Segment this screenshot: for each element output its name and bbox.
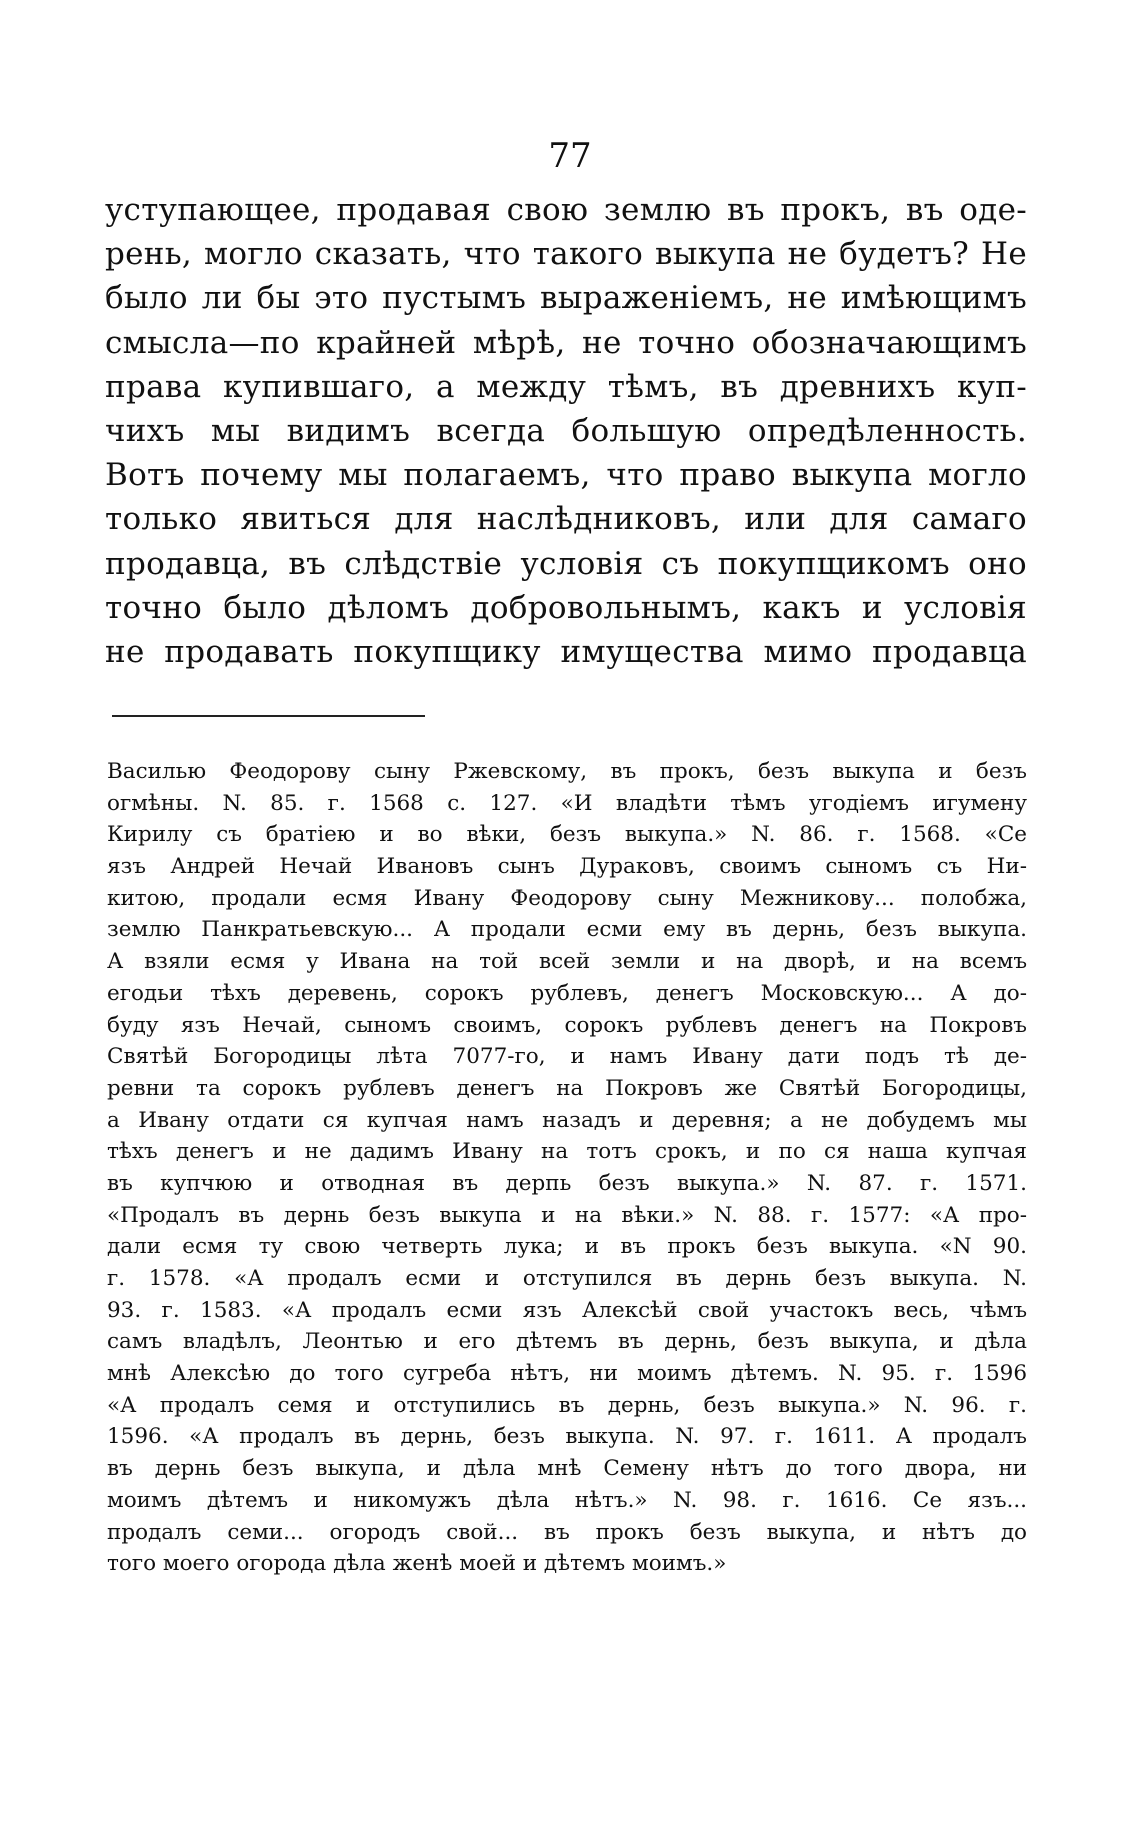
footnote-line: Кирилу съ братіею и во вѣки, безъ выкупа.» N. 86. г. 1568. «Се: [107, 822, 1027, 848]
main-body-text: [105, 188, 1027, 674]
body-line: только явиться для наслѣдниковъ, или для самаго: [105, 501, 1027, 538]
footnote-line: егодьи тѣхъ деревень, сорокъ рублевъ, денегъ Московскую... А до-: [107, 980, 1027, 1006]
body-line: смысла—по крайней мѣрѣ, не точно обозначающимъ: [105, 324, 1027, 361]
body-line: продавца, въ слѣдствіе условія съ покупщикомъ оно: [105, 545, 1027, 582]
footnote-line: буду язъ Нечай, сыномъ своимъ, сорокъ рублевъ денегъ на Покровъ: [107, 1012, 1027, 1038]
page-number: 77: [548, 136, 592, 176]
footnote-line: дали есмя ту свою четверть лука; и въ прокъ безъ выкупа. «N 90.: [107, 1234, 1027, 1260]
footnote-line: «А продалъ семя и отступились въ дернь, безъ выкупа.» N. 96. г.: [107, 1392, 1027, 1418]
footnote-line: г. 1578. «А продалъ есми и отступился въ дернь безъ выкупа. N.: [107, 1266, 1027, 1291]
body-line: Вотъ почему мы полагаемъ, что право выкупа могло: [105, 457, 1027, 494]
footnote-divider: [112, 715, 425, 717]
footnote-line: Василью Феодорову сыну Ржевскому, въ прокъ, безъ выкупа и безъ: [107, 759, 1027, 784]
body-line: рень, могло сказать, что такого выкупа не будетъ? Не: [105, 236, 1027, 273]
footnote-line: въ купчюю и отводная въ дерпь безъ выкупа.» N. 87. г. 1571.: [107, 1170, 1027, 1196]
footnote-line: тѣхъ денегъ и не дадимъ Ивану на тотъ срокъ, и по ся наша купчая: [107, 1139, 1027, 1165]
body-line: было ли бы это пустымъ выраженіемъ, не имѣющимъ: [105, 280, 1027, 317]
footnote-line: 1596. «А продалъ въ дернь, безъ выкупа. N. 97. г. 1611. А продалъ: [107, 1424, 1027, 1450]
footnote-line: а Ивану отдати ся купчая намъ назадъ и деревня; а не добудемъ мы: [107, 1107, 1027, 1133]
footnote-line: продалъ семи... огородъ свой... въ прокъ безъ выкупа, и нѣтъ до: [107, 1519, 1027, 1545]
footnote-line: мнѣ Алексѣю до того сугреба нѣтъ, ни моимъ дѣтемъ. N. 95. г. 1596: [107, 1361, 1027, 1387]
footnote-line: огмѣны. N. 85. г. 1568 с. 127. «И владѣти тѣмъ угодіемъ игумену: [107, 790, 1027, 816]
footnote-line: язъ Андрей Нечай Ивановъ сынъ Дураковъ, своимъ сыномъ съ Ни-: [107, 854, 1027, 880]
body-line: уступающее, продавая свою землю въ прокъ, въ оде-: [105, 192, 1027, 228]
footnote-line: того моего огорода дѣла женѣ моей и дѣтемъ моимъ.»: [107, 1551, 727, 1577]
body-line: права купившаго, а между тѣмъ, въ древнихъ куп-: [105, 368, 1027, 405]
footnote-line: 93. г. 1583. «А продалъ есми язъ Алексѣй свой участокъ весь, чѣмъ: [107, 1297, 1027, 1323]
footnote-line: землю Панкратьевскую... А продали есми ему въ дернь, безъ выкупа.: [107, 917, 1027, 943]
footnote-text: [107, 756, 1027, 1580]
footnote-line: самъ владѣлъ, Леонтью и его дѣтемъ въ дернь, безъ выкупа, и дѣла: [107, 1329, 1027, 1355]
footnote-line: китою, продали есмя Ивану Феодорову сыну Межникову... полобжа,: [107, 885, 1027, 911]
body-line: чихъ мы видимъ всегда большую опредѣленность.: [105, 412, 1027, 449]
footnote-line: «Продалъ въ дернь безъ выкупа и на вѣки.» N. 88. г. 1577: «А про-: [107, 1202, 1027, 1228]
footnote-line: Святѣй Богородицы лѣта 7077-го, и намъ Ивану дати подъ тѣ де-: [107, 1044, 1027, 1070]
footnote-line: моимъ дѣтемъ и никомужъ дѣла нѣтъ.» N. 98. г. 1616. Се язъ...: [107, 1487, 1027, 1513]
body-line: не продавать покупщику имущества мимо продавца: [105, 633, 1027, 670]
body-line: точно было дѣломъ добровольнымъ, какъ и условія: [105, 589, 1027, 626]
footnote-line: ревни та сорокъ рублевъ денегъ на Покровъ же Святѣй Богородицы,: [107, 1075, 1027, 1101]
footnote-line: А взяли есмя у Ивана на той всей земли и на дворѣ, и на всемъ: [107, 949, 1027, 975]
footnote-line: въ дернь безъ выкупа, и дѣла мнѣ Семену нѣтъ до того двора, ни: [107, 1456, 1027, 1482]
